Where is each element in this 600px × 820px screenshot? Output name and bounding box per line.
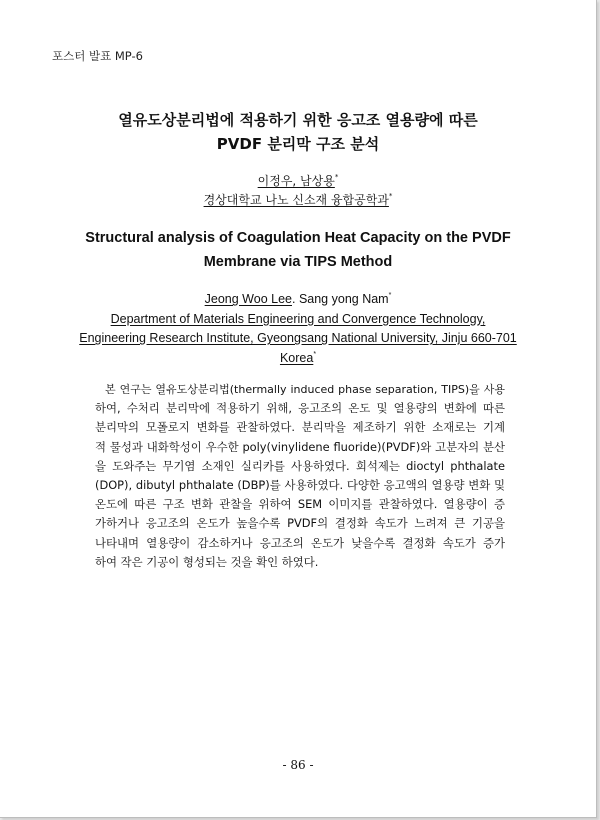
english-first-author: Jeong Woo Lee	[204, 292, 292, 306]
abstract-line-9: 나타내며 열용량이 감소하거나 응고조의 온도가 낮을수록 결정화 속도가 증가	[95, 535, 505, 550]
korean-authors-line	[0, 172, 596, 191]
english-title-line-2: Membrane via TIPS Method	[203, 254, 393, 270]
korean-author-mark: *	[334, 173, 339, 181]
page-number: - 86 -	[282, 758, 314, 772]
abstract-body	[95, 380, 505, 572]
english-affiliation-country: Korea	[279, 350, 314, 365]
english-title	[0, 226, 596, 274]
english-authors-line	[0, 290, 596, 310]
korean-title-line-2: PVDF 분리막 구조 분석	[216, 135, 380, 153]
abstract-line-1: 본 연구는 열유도상분리법(thermally induced phase separation, TIPS)을 사용	[105, 383, 505, 396]
korean-affiliation-line	[0, 191, 596, 210]
korean-authors-block	[0, 172, 596, 210]
korean-title	[0, 108, 596, 156]
abstract-line-8: 가하거나 응고조의 온도가 높을수록 PVDF의 결정화 속도가 느려져 큰 기공을	[95, 516, 505, 531]
english-affiliation-mark: *	[313, 350, 317, 358]
english-author-mark: *	[388, 292, 392, 299]
english-authors-block	[0, 290, 596, 368]
abstract-line-7: 온도에 따른 구조 변화 관찰을 위하여 SEM 이미지를 관찰하였다. 열용량이 증	[95, 497, 505, 512]
english-affiliation-line-3	[0, 349, 596, 369]
english-other-authors: . Sang yong Nam	[292, 292, 389, 306]
abstract-line-2: 하여, 수처리 분리막에 적용하기 위해, 응고조의 온도 및 열용량의 변화에 따른	[95, 401, 505, 416]
abstract-line-6: (DOP), dibutyl phthalate (DBP)를 사용하였다. 다양한 응고액의 열용량 변화 및	[95, 478, 505, 493]
korean-affiliation-mark: *	[388, 192, 393, 200]
abstract-line-3: 분리막의 모폴로지 변화를 관찰하였다. 분리막을 제조하기 위한 소재로는 기계	[95, 420, 505, 435]
korean-authors: 이정우, 남상용	[257, 174, 335, 188]
english-affiliation-line-2: Engineering Research Institute, Gyeongsang National University, Jinju 660-701	[79, 331, 517, 345]
abstract-line-4: 적 물성과 내화학성이 우수한 poly(vinylidene fluoride)(PVDF)와 고분자의 분산	[95, 439, 505, 454]
korean-title-line-1: 열유도상분리법에 적용하기 위한 응고조 열용량에 따른	[118, 111, 478, 129]
abstract-line-5: 을 도와주는 무기염 소재인 실리카를 사용하였다. 희석제는 dioctyl phthalate	[95, 458, 505, 473]
english-title-line-1: Structural analysis of Coagulation Heat Capacity on the PVDF	[85, 230, 511, 246]
abstract-line-10: 하여 작은 기공이 형성되는 것을 확인 하였다.	[95, 554, 319, 569]
english-affiliation-line-1: Department of Materials Engineering and Convergence Technology,	[110, 311, 486, 326]
session-label: 포스터 발표 MP-6	[52, 49, 143, 63]
korean-affiliation: 경상대학교 나노 신소재 융합공학과	[203, 193, 389, 207]
